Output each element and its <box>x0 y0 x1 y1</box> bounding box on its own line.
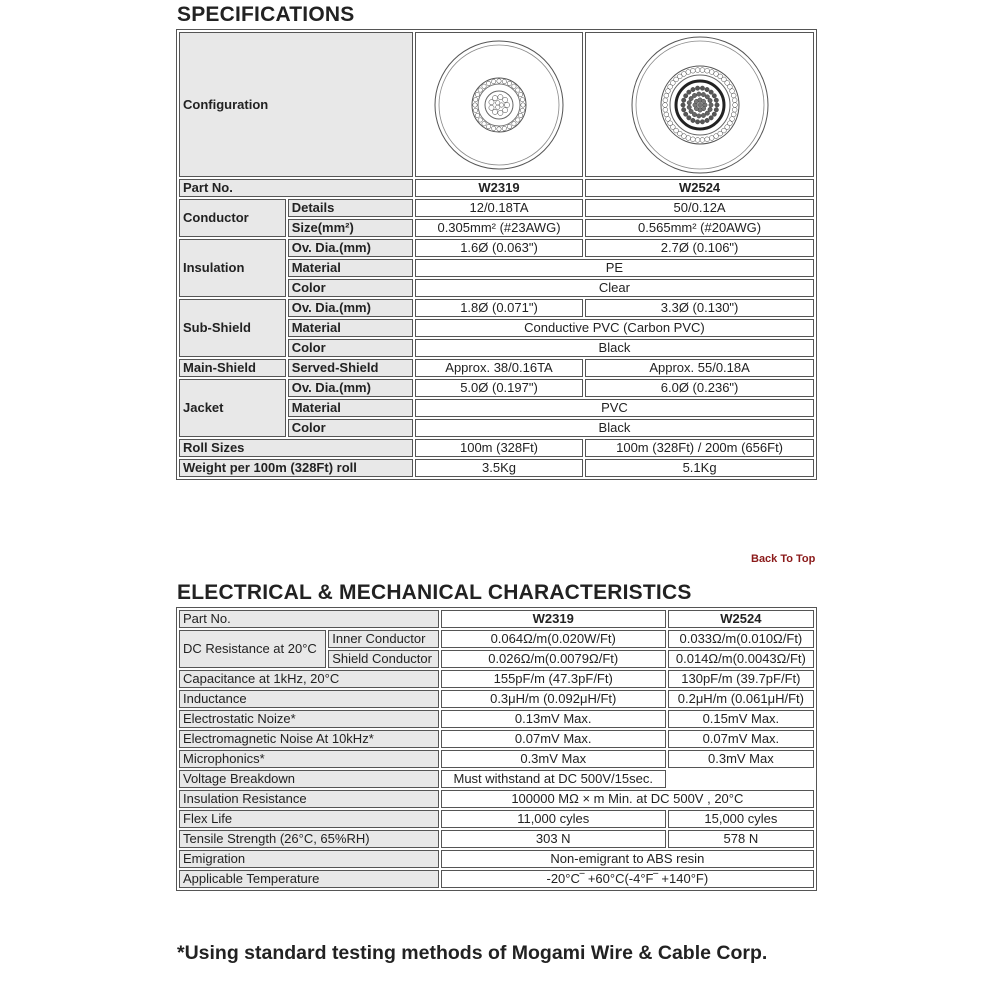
electrostatic-noise-w2524: 0.15mV Max. <box>668 710 814 728</box>
w2319-cross-section-diagram <box>429 35 569 175</box>
served-shield-label: Served-Shield <box>288 359 413 377</box>
capacitance-label: Capacitance at 1kHz, 20°C <box>179 670 439 688</box>
conductor-details-label: Details <box>288 199 413 217</box>
emigration-label: Emigration <box>179 850 439 868</box>
inductance-w2319: 0.3μH/m (0.092μH/Ft) <box>441 690 666 708</box>
inner-conductor-w2319: 0.064Ω/m(0.020W/Ft) <box>441 630 666 648</box>
jacket-color: Black <box>415 419 814 437</box>
testing-methods-footnote: *Using standard testing methods of Mogami Wire & Cable Corp. <box>177 942 768 964</box>
jacket-dia-w2319: 5.0Ø (0.197") <box>415 379 583 397</box>
emigration-value: Non-emigrant to ABS resin <box>441 850 814 868</box>
electromagnetic-noise-w2524: 0.07mV Max. <box>668 730 814 748</box>
roll-sizes-w2319: 100m (328Ft) <box>415 439 583 457</box>
tensile-strength-w2319: 303 N <box>441 830 666 848</box>
applicable-temperature-label: Applicable Temperature <box>179 870 439 888</box>
roll-sizes-label: Roll Sizes <box>179 439 413 457</box>
elec-part-w2524: W2524 <box>668 610 814 628</box>
shield-conductor-w2524: 0.014Ω/m(0.0043Ω/Ft) <box>668 650 814 668</box>
sub-shield-material: Conductive PVC (Carbon PVC) <box>415 319 814 337</box>
sub-shield-dia-w2319: 1.8Ø (0.071") <box>415 299 583 317</box>
specifications-table <box>176 29 817 480</box>
electrical-table <box>176 607 817 891</box>
conductor-size-w2524: 0.565mm² (#20AWG) <box>585 219 814 237</box>
w2319-cross-section-image <box>415 32 583 177</box>
insulation-resistance-label: Insulation Resistance <box>179 790 439 808</box>
served-shield-w2319: Approx. 38/0.16TA <box>415 359 583 377</box>
w2524-cross-section-image <box>585 32 814 177</box>
served-shield-w2524: Approx. 55/0.18A <box>585 359 814 377</box>
electromagnetic-noise-label: Electromagnetic Noise At 10kHz* <box>179 730 439 748</box>
weight-w2524: 5.1Kg <box>585 459 814 477</box>
inner-conductor-w2524: 0.033Ω/m(0.010Ω/Ft) <box>668 630 814 648</box>
sub-shield-dia-w2524: 3.3Ø (0.130") <box>585 299 814 317</box>
part-no-label: Part No. <box>179 179 413 197</box>
conductor-size-w2319: 0.305mm² (#23AWG) <box>415 219 583 237</box>
insulation-label: Insulation <box>179 239 286 297</box>
w2524-cross-section-diagram <box>620 35 780 175</box>
insulation-color: Clear <box>415 279 814 297</box>
roll-sizes-w2524: 100m (328Ft) / 200m (656Ft) <box>585 439 814 457</box>
insulation-dia-w2524: 2.7Ø (0.106") <box>585 239 814 257</box>
insulation-material-label: Material <box>288 259 413 277</box>
jacket-color-label: Color <box>288 419 413 437</box>
part-w2524: W2524 <box>585 179 814 197</box>
tensile-strength-w2524: 578 N <box>668 830 814 848</box>
sub-shield-color-label: Color <box>288 339 413 357</box>
back-to-top-link[interactable]: Back To Top <box>751 553 816 565</box>
elec-part-w2319: W2319 <box>441 610 666 628</box>
main-shield-label: Main-Shield <box>179 359 286 377</box>
insulation-dia-w2319: 1.6Ø (0.063") <box>415 239 583 257</box>
flex-life-label: Flex Life <box>179 810 439 828</box>
voltage-breakdown-value: Must withstand at DC 500V/15sec. <box>441 770 666 788</box>
capacitance-w2319: 155pF/m (47.3pF/Ft) <box>441 670 666 688</box>
jacket-material-label: Material <box>288 399 413 417</box>
electrostatic-noise-label: Electrostatic Noize* <box>179 710 439 728</box>
sub-shield-color: Black <box>415 339 814 357</box>
jacket-material: PVC <box>415 399 814 417</box>
applicable-temperature-value: -20°C‾ +60°C(-4°F‾ +140°F) <box>441 870 814 888</box>
conductor-size-label: Size(mm²) <box>288 219 413 237</box>
microphonics-label: Microphonics* <box>179 750 439 768</box>
microphonics-w2319: 0.3mV Max <box>441 750 666 768</box>
configuration-label: Configuration <box>179 32 413 177</box>
dc-resistance-label: DC Resistance at 20°C <box>179 630 326 668</box>
flex-life-w2524: 15,000 cyles <box>668 810 814 828</box>
inner-conductor-label: Inner Conductor <box>328 630 438 648</box>
insulation-dia-label: Ov. Dia.(mm) <box>288 239 413 257</box>
voltage-breakdown-label: Voltage Breakdown <box>179 770 439 788</box>
jacket-label: Jacket <box>179 379 286 437</box>
weight-label: Weight per 100m (328Ft) roll <box>179 459 413 477</box>
electrostatic-noise-w2319: 0.13mV Max. <box>441 710 666 728</box>
voltage-breakdown-empty <box>668 770 814 788</box>
microphonics-w2524: 0.3mV Max <box>668 750 814 768</box>
sub-shield-label: Sub-Shield <box>179 299 286 357</box>
insulation-resistance-value: 100000 MΩ × m Min. at DC 500V , 20°C <box>441 790 814 808</box>
sub-shield-material-label: Material <box>288 319 413 337</box>
jacket-dia-w2524: 6.0Ø (0.236") <box>585 379 814 397</box>
insulation-color-label: Color <box>288 279 413 297</box>
weight-w2319: 3.5Kg <box>415 459 583 477</box>
specifications-heading: SPECIFICATIONS <box>177 3 355 26</box>
jacket-dia-label: Ov. Dia.(mm) <box>288 379 413 397</box>
elec-part-no-label: Part No. <box>179 610 439 628</box>
tensile-strength-label: Tensile Strength (26°C, 65%RH) <box>179 830 439 848</box>
conductor-label: Conductor <box>179 199 286 237</box>
inductance-label: Inductance <box>179 690 439 708</box>
shield-conductor-label: Shield Conductor <box>328 650 438 668</box>
insulation-material: PE <box>415 259 814 277</box>
flex-life-w2319: 11,000 cyles <box>441 810 666 828</box>
inductance-w2524: 0.2μH/m (0.061μH/Ft) <box>668 690 814 708</box>
sub-shield-dia-label: Ov. Dia.(mm) <box>288 299 413 317</box>
conductor-details-w2524: 50/0.12A <box>585 199 814 217</box>
shield-conductor-w2319: 0.026Ω/m(0.0079Ω/Ft) <box>441 650 666 668</box>
electromagnetic-noise-w2319: 0.07mV Max. <box>441 730 666 748</box>
electrical-heading: ELECTRICAL & MECHANICAL CHARACTERISTICS <box>177 581 692 604</box>
part-w2319: W2319 <box>415 179 583 197</box>
conductor-details-w2319: 12/0.18TA <box>415 199 583 217</box>
capacitance-w2524: 130pF/m (39.7pF/Ft) <box>668 670 814 688</box>
